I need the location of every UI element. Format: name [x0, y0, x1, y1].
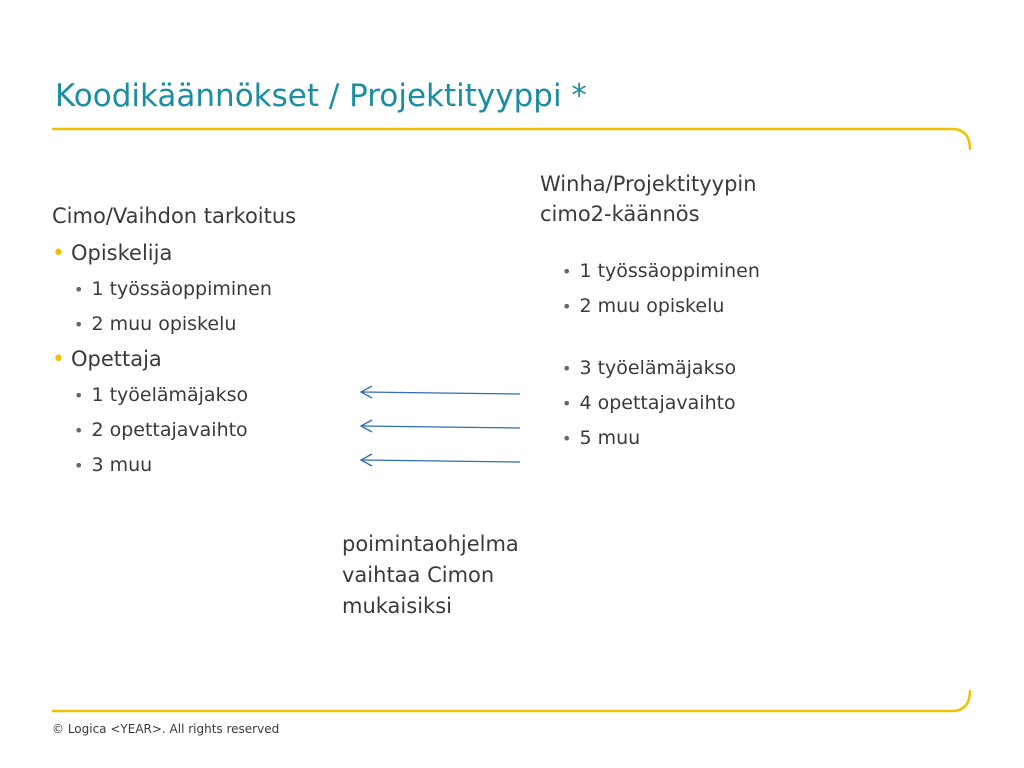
- bullet-icon: •: [74, 456, 84, 475]
- group-label: Opiskelija: [70, 241, 173, 265]
- list-item-text: 3 työelämäjakso: [579, 357, 737, 379]
- bullet-icon: •: [562, 297, 572, 316]
- list-item: [74, 277, 296, 302]
- bullet-dot-icon: •: [52, 347, 65, 372]
- list-item: [74, 383, 296, 408]
- left-heading: Cimo/Vaihdon tarkoitus: [52, 204, 297, 228]
- list-item-text: 4 opettajavaihto: [579, 392, 736, 414]
- list-item: [562, 259, 760, 284]
- note-line2: vaihtaa Cimon: [342, 563, 495, 587]
- group-opettaja: [52, 346, 296, 373]
- bullet-icon: •: [562, 262, 572, 281]
- list-item-text: 5 muu: [579, 427, 641, 449]
- list-item-text: 1 työssäoppiminen: [579, 260, 760, 282]
- left-column: [52, 201, 296, 478]
- top-rule: [52, 129, 970, 150]
- right-list: [540, 259, 760, 451]
- list-item-text: 1 työssäoppiminen: [91, 278, 272, 300]
- right-heading-line1: Winha/Projektityypin: [540, 172, 757, 196]
- bullet-icon: •: [74, 315, 84, 334]
- list-item: [562, 426, 760, 451]
- group-opiskelija: [52, 240, 296, 267]
- group-label: Opettaja: [70, 347, 162, 371]
- footer-copyright: © Logica <YEAR>. All rights reserved: [52, 722, 280, 736]
- right-column: [540, 169, 760, 451]
- list-item-text: 1 työelämäjakso: [91, 384, 249, 406]
- list-item: [562, 294, 760, 319]
- bullet-icon: •: [74, 421, 84, 440]
- list-item: [74, 453, 296, 478]
- slide-title: Koodikäännökset / Projektityyppi *: [55, 78, 587, 114]
- list-item-text: 2 opettajavaihto: [91, 419, 248, 441]
- right-heading-line2: cimo2-käännös: [540, 202, 700, 226]
- list-item: [74, 418, 296, 443]
- list-item-text: 3 muu: [91, 454, 153, 476]
- list-item: [562, 391, 760, 416]
- bottom-rule: [52, 690, 970, 711]
- note-line3: mukaisiksi: [342, 594, 452, 618]
- conversion-note: [342, 529, 519, 622]
- bullet-icon: •: [562, 359, 572, 378]
- list-item-text: 2 muu opiskelu: [91, 313, 237, 335]
- list-item: [562, 356, 760, 381]
- bullet-icon: •: [562, 394, 572, 413]
- bullet-dot-icon: •: [52, 241, 65, 266]
- bullet-icon: •: [74, 386, 84, 405]
- bullet-icon: •: [74, 280, 84, 299]
- bullet-icon: •: [562, 429, 572, 448]
- list-item-text: 2 muu opiskelu: [579, 295, 725, 317]
- note-line1: poimintaohjelma: [342, 532, 519, 556]
- list-item: [74, 312, 296, 337]
